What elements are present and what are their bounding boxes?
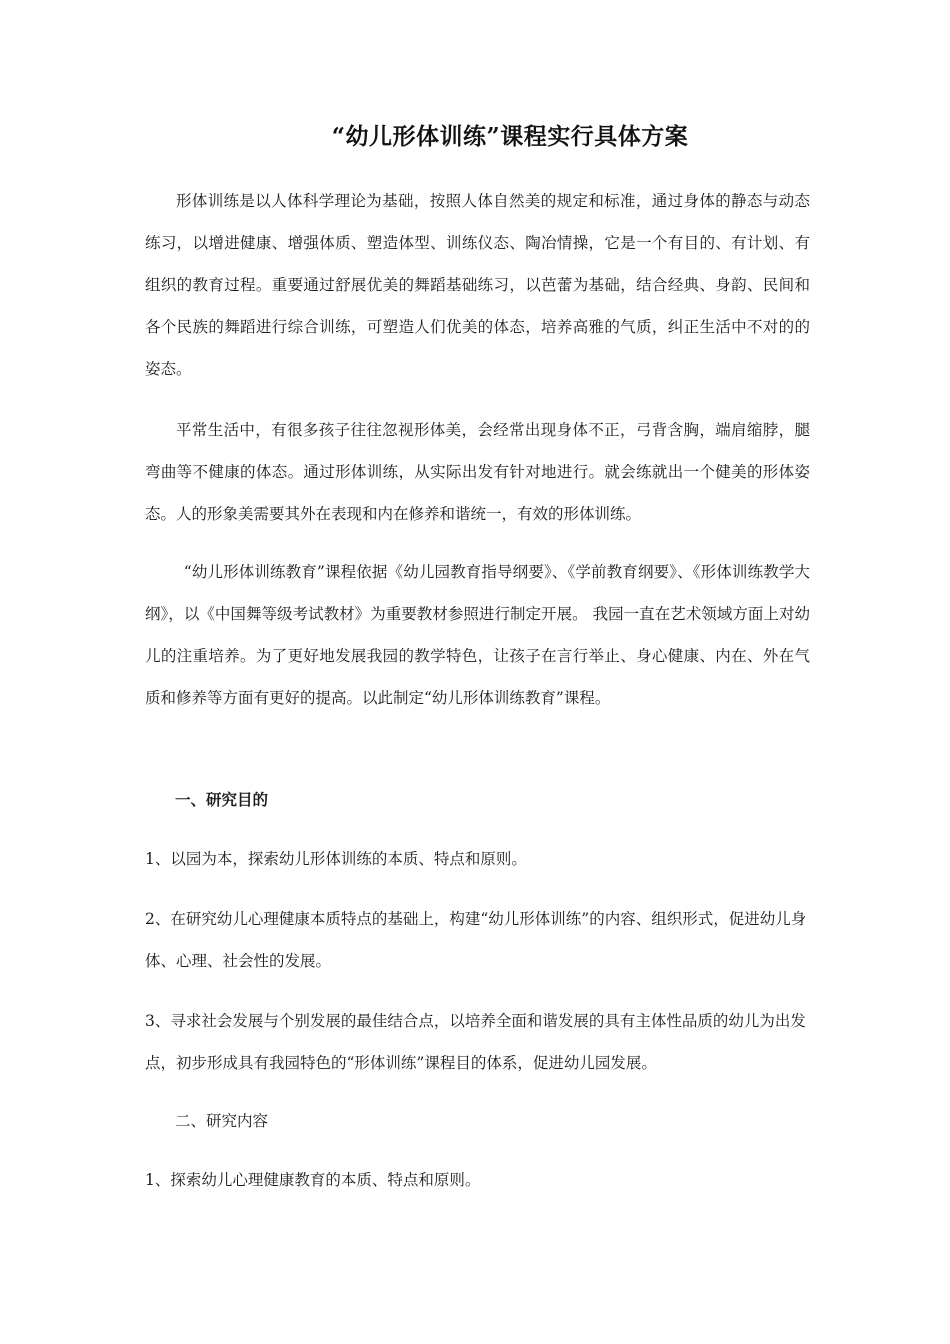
purpose-item-1: 1、以园为本，探索幼儿形体训练的本质、特点和原则。 bbox=[145, 850, 527, 868]
purpose-item-3: 3、寻求社会发展与个别发展的最佳结合点，以培养全面和谐发展的具有主体性品质的幼儿为出发点，初步形成具有我园特色的“形体训练”课程目的体系，促进幼儿园发展。 bbox=[145, 1012, 806, 1072]
body-paragraph-3: “幼儿形体训练教育”课程依据《幼儿园教育指导纲要》、《学前教育纲要》、《形体训练教学大纲》，以《中国舞等级考试教材》为重要教材参照进行制定开展。 我园一直在艺术领域方面上对幼儿的注重培养。为了更好地发展我园的教学特色，让孩子在言行举止、身心健康、内在、外在气质和修养等方面有更好的提高。以此制定“幼儿形体训练教育”课程。 bbox=[145, 563, 810, 707]
section-heading-content: 二、研究内容 bbox=[175, 1112, 269, 1130]
section-heading-purpose: 一、研究目的 bbox=[175, 790, 269, 809]
document-title: “幼儿形体训练”课程实行具体方案 bbox=[331, 123, 689, 150]
content-item-1: 1、探索幼儿心理健康教育的本质、特点和原则。 bbox=[145, 1171, 481, 1189]
body-paragraph-2: 平常生活中，有很多孩子往往忽视形体美，会经常出现身体不正，弓背含胸，端肩缩脖，腿弯曲等不健康的体态。通过形体训练，从实际出发有针对地进行。就会练就出一个健美的形体姿态。人的形象美需要其外在表现和内在修养和谐统一，有效的形体训练。 bbox=[145, 421, 810, 523]
intro-paragraph: 形体训练是以人体科学理论为基础，按照人体自然美的规定和标准，通过身体的静态与动态练习，以增进健康、增强体质、塑造体型、训练仪态、陶冶情操，它是一个有目的、有计划、有组织的教育过程。重要通过舒展优美的舞蹈基础练习，以芭蕾为基础，结合经典、身韵、民间和各个民族的舞蹈进行综合训练，可塑造人们优美的体态，培养高雅的气质，纠正生活中不对的的姿态。 bbox=[145, 192, 810, 378]
purpose-item-2: 2、在研究幼儿心理健康本质特点的基础上，构建“幼儿形体训练”的内容、组织形式，促进幼儿身体、心理、社会性的发展。 bbox=[145, 910, 807, 970]
